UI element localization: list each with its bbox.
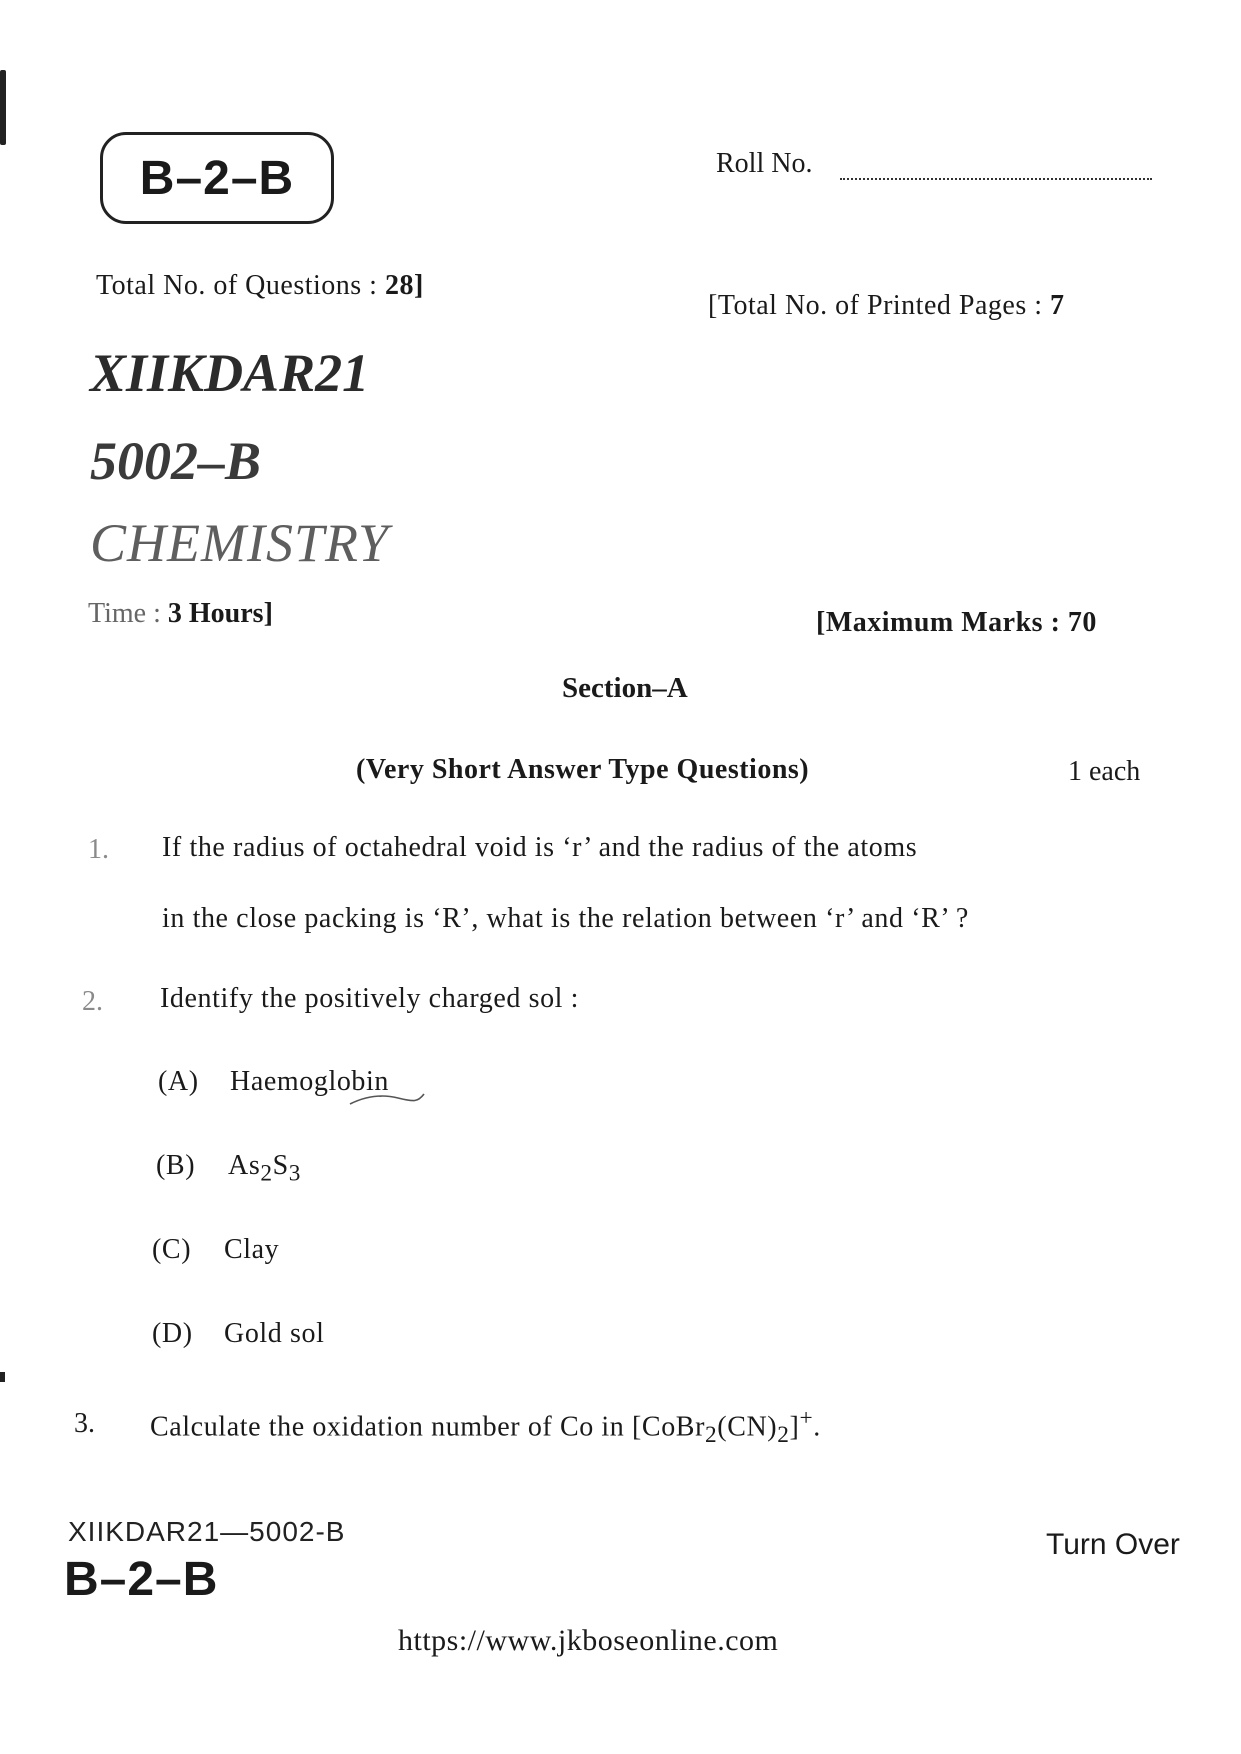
scan-edge-mark: [0, 70, 6, 145]
option-label: (C): [152, 1234, 192, 1265]
time-allowed: [88, 598, 273, 630]
question-text: If the radius of octahedral void is ‘r’ and the radius of the atoms: [162, 832, 918, 863]
roll-number-blank: [840, 178, 1152, 180]
section-subtitle: (Very Short Answer Type Questions): [356, 754, 810, 785]
handwritten-pen-stroke: [348, 1088, 426, 1108]
total-pages-value: 7: [1050, 290, 1065, 321]
option-text: $As_2S_3$: [228, 1150, 302, 1187]
question-text: Calculate the oxidation number of Co in $[CoBr_2(CN)_2]^+$.: [150, 1405, 821, 1448]
option-label: (A): [158, 1066, 199, 1097]
total-questions-value: 28]: [384, 270, 424, 301]
question-text: in the close packing is ‘R’, what is the relation between ‘r’ and ‘R’ ?: [162, 903, 969, 934]
subject-title: CHEMISTRY: [90, 513, 390, 573]
question-text: Identify the positively charged sol :: [160, 983, 580, 1014]
option-text: Clay: [224, 1234, 280, 1265]
source-url: https://www.jkboseonline.com: [398, 1624, 779, 1657]
turn-over-label: Turn Over: [1046, 1528, 1180, 1561]
option-d: [152, 1318, 324, 1350]
paper-number: 5002–B: [90, 431, 262, 491]
scan-edge-mark: [0, 1372, 5, 1382]
section-title: Section–A: [562, 672, 688, 704]
question-number: 1.: [88, 834, 109, 865]
question-number: 3.: [74, 1408, 95, 1439]
footer-paper-code: XIIKDAR21—5002-B: [68, 1516, 346, 1547]
option-c: [152, 1234, 279, 1266]
paper-code: XIIKDAR21: [90, 343, 370, 403]
option-label: (B): [156, 1150, 196, 1181]
total-questions: [96, 270, 424, 302]
question-number: 2.: [82, 986, 103, 1017]
option-b: [156, 1150, 301, 1188]
section-marks: 1 each: [1068, 756, 1141, 787]
time-label: Time :: [88, 598, 161, 629]
time-value: 3 Hours]: [167, 598, 273, 629]
total-pages-label: [Total No. of Printed Pages :: [708, 290, 1043, 321]
option-label: (D): [152, 1318, 193, 1349]
footer-series-code: B–2–B: [64, 1553, 219, 1606]
maximum-marks: [Maximum Marks : 70: [816, 607, 1097, 638]
roll-number-label: Roll No.: [716, 148, 813, 179]
option-text: Haemoglobin: [230, 1066, 390, 1097]
paper-series-badge: B–2–B: [100, 132, 334, 224]
option-text: Gold sol: [224, 1318, 325, 1349]
total-questions-label: Total No. of Questions :: [96, 270, 378, 301]
total-printed-pages: [708, 290, 1065, 322]
